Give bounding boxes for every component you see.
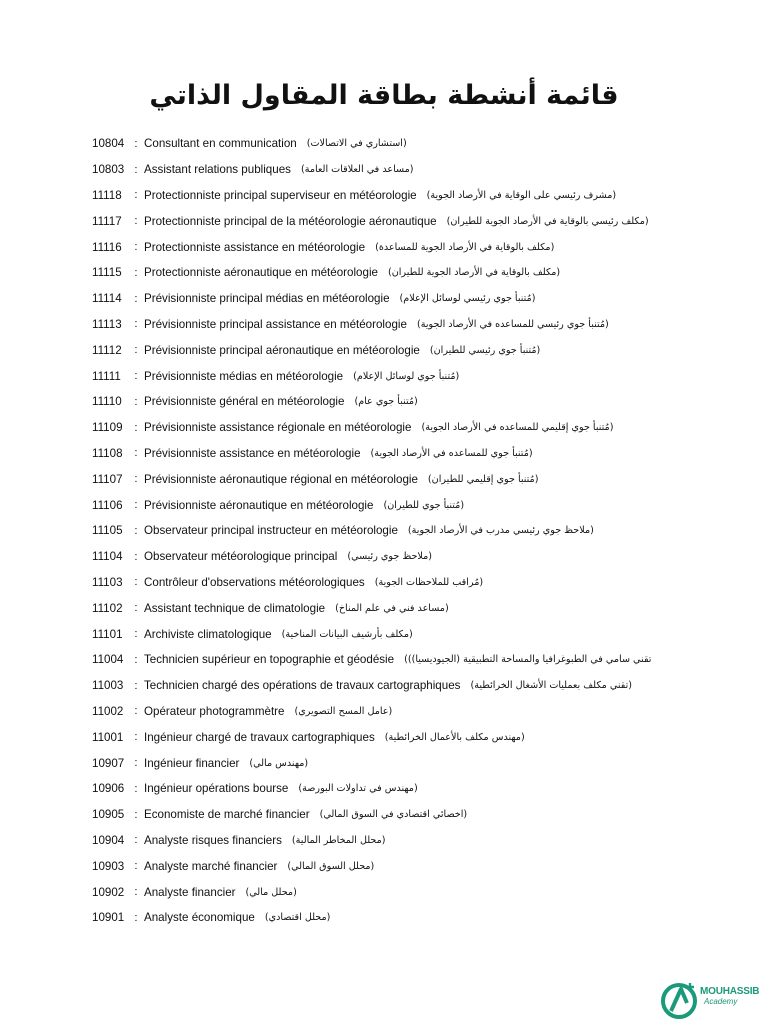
activity-separator: : xyxy=(134,189,138,202)
activity-separator: : xyxy=(134,318,138,331)
activity-label-fr: Prévisionniste aéronautique en météorologie xyxy=(144,498,374,512)
activity-label-ar: (مُتنبأ جوي رئيسي للمساعده في الأرصاد الجوية) xyxy=(416,318,609,330)
activity-label-fr: Ingénieur financier xyxy=(144,756,240,770)
activity-label-fr: Prévisionniste principal assistance en météorologie xyxy=(144,317,407,331)
activity-code: 11113 xyxy=(92,317,122,331)
activity-label-fr: Ingénieur chargé de travaux cartographiques xyxy=(144,730,375,744)
activity-row xyxy=(92,415,752,441)
activity-code: 10905 xyxy=(92,808,125,822)
activity-label-fr: Prévisionniste médias en météorologie xyxy=(144,369,344,383)
activity-label-ar: (محلل المخاطر المالية) xyxy=(291,834,386,846)
activity-separator: : xyxy=(134,782,138,795)
activity-code: 10907 xyxy=(92,756,125,770)
activity-label-fr: Prévisionniste assistance en météorologie xyxy=(144,446,361,460)
activity-code: 10804 xyxy=(92,137,125,151)
activity-row xyxy=(92,621,752,647)
activity-label-ar: (مكلف بالوقاية في الأرصاد الجوية للطيران) xyxy=(387,267,561,279)
activity-code: 11112 xyxy=(92,343,122,357)
activity-separator: : xyxy=(134,679,138,692)
activity-label-fr: Observateur principal instructeur en météorologie xyxy=(144,524,398,538)
activity-label-ar: (تقني مكلف بعمليات الأشغال الخرائطية) xyxy=(470,680,632,692)
activity-separator: : xyxy=(134,421,138,434)
activity-label-ar: (مساعد فني في علم المناخ) xyxy=(335,602,449,614)
activity-code: 10803 xyxy=(92,163,125,177)
activity-label-ar: (ملاحظ جوي رئيسي) xyxy=(347,551,432,563)
activity-label-fr: Observateur météorologique principal xyxy=(144,550,338,564)
activity-code: 11101 xyxy=(92,627,123,641)
activity-code: 11107 xyxy=(92,472,123,486)
activity-label-ar: (مُتنبأ جوي رئيسي للطيران) xyxy=(429,344,541,356)
activity-label-ar: (مساعد في العلاقات العامة) xyxy=(300,164,414,176)
activity-row xyxy=(92,647,752,673)
activity-row xyxy=(92,828,752,854)
activity-label-fr: Opérateur photogrammètre xyxy=(144,704,285,718)
activity-label-fr: Analyste financier xyxy=(144,885,236,899)
activity-label-fr: Contrôleur d'observations météorologiques xyxy=(144,575,365,589)
activity-code: 10904 xyxy=(92,833,125,847)
activity-label-ar: (مُراقب للملاحظات الجوية) xyxy=(374,576,484,588)
activity-label-fr: Prévisionniste général en météorologie xyxy=(144,395,345,409)
activity-label-ar: (استشاري في الاتصالات) xyxy=(306,138,407,150)
activity-label-fr: Technicien supérieur en topographie et géodésie xyxy=(144,653,395,667)
activity-separator: : xyxy=(134,576,138,589)
activity-code: 11106 xyxy=(92,498,123,512)
page-title: قائمة أنشطة بطاقة المقاول الذاتي xyxy=(149,80,619,111)
activity-row xyxy=(92,286,752,312)
activity-row xyxy=(92,466,752,492)
activity-label-fr: Protectionniste principal de la météorologie aéronautique xyxy=(144,214,437,228)
activity-separator: : xyxy=(134,602,138,615)
activity-label-ar: (مُتنبأ جوي إقليمي للمساعده في الأرصاد الجوية) xyxy=(421,422,614,434)
activity-separator: : xyxy=(134,447,138,460)
activity-code: 11116 xyxy=(92,240,122,254)
activity-row xyxy=(92,389,752,415)
activity-label-fr: Archiviste climatologique xyxy=(144,627,272,641)
activity-separator: : xyxy=(134,628,138,641)
activity-code: 11104 xyxy=(92,550,123,564)
activity-separator: : xyxy=(134,292,138,305)
logo-wordmark xyxy=(700,987,759,1006)
activity-separator: : xyxy=(134,705,138,718)
activity-label-ar: (مشرف رئيسي على الوقاية في الأرصاد الجوية) xyxy=(426,189,617,201)
activity-code: 11111 xyxy=(92,369,121,383)
activity-row xyxy=(92,363,752,389)
activity-label-ar: (عامل المسح التصويري) xyxy=(294,705,393,717)
activity-separator: : xyxy=(134,886,138,898)
activity-separator: : xyxy=(134,215,138,228)
activity-row xyxy=(92,337,752,363)
activity-code: 11110 xyxy=(92,395,122,409)
activity-label-fr: Economiste de marché financier xyxy=(144,808,310,822)
activity-row xyxy=(92,879,752,905)
activity-code: 11002 xyxy=(92,704,124,718)
activity-row xyxy=(92,131,752,157)
activity-separator: : xyxy=(134,911,138,924)
activity-label-ar: (مهندس في تداولات البورصة) xyxy=(298,783,418,795)
activity-row xyxy=(92,544,752,570)
activity-separator: : xyxy=(134,757,138,770)
activity-row xyxy=(92,157,752,183)
activity-label-fr: Technicien chargé des opérations de travaux cartographiques xyxy=(144,679,461,693)
activity-label-fr: Analyste risques financiers xyxy=(144,833,282,847)
activity-label-fr: Analyste marché financier xyxy=(144,859,278,873)
activity-label-fr: Ingénieur opérations bourse xyxy=(144,782,289,796)
activity-label-ar: (محلل مالي) xyxy=(245,886,297,898)
activity-separator: : xyxy=(134,550,138,563)
activity-label-ar: (مكلف رئيسي بالوقاية في الأرصاد الجوية للطيران) xyxy=(446,215,649,227)
activity-label-fr: Prévisionniste aéronautique régional en météorologie xyxy=(144,472,418,486)
activity-label-ar: (مُتنبأ جوي عام) xyxy=(354,396,418,408)
activity-label-fr: Prévisionniste assistance régionale en météorologie xyxy=(144,421,412,435)
activity-label-ar: (مُتنبأ جوي إقليمي للطيران) xyxy=(427,473,539,485)
activity-label-ar: (مُتنبأ جوي لوسائل الإعلام) xyxy=(353,370,460,382)
logo-brand-name: MOUHASSIB xyxy=(700,986,760,997)
activity-separator: : xyxy=(134,163,138,176)
activity-separator: : xyxy=(134,499,138,512)
activity-row xyxy=(92,699,752,725)
activity-row xyxy=(92,441,752,467)
activity-separator: : xyxy=(134,266,138,279)
activity-label-fr: Prévisionniste principal aéronautique en météorologie xyxy=(144,343,420,357)
activity-list xyxy=(92,131,752,931)
activity-label-ar: (محلل السوق المالي) xyxy=(287,860,375,872)
logo-tagline: Academy xyxy=(704,997,738,1006)
activity-code: 11004 xyxy=(92,653,124,667)
activity-separator: : xyxy=(134,524,138,537)
activity-code: 10901 xyxy=(92,911,125,925)
activity-separator: : xyxy=(134,731,138,744)
activity-label-fr: Assistant technique de climatologie xyxy=(144,601,326,615)
activity-separator: : xyxy=(134,241,138,254)
activity-code: 11105 xyxy=(92,524,123,538)
activity-label-fr: Protectionniste aéronautique en météorologie xyxy=(144,266,378,280)
activity-label-fr: Analyste économique xyxy=(144,911,255,925)
activity-label-ar: (مهندس مالي) xyxy=(249,757,309,769)
activity-row xyxy=(92,673,752,699)
activity-code: 11109 xyxy=(92,421,123,435)
activity-label-ar: (مُتنبأ جوي للطيران) xyxy=(383,499,465,511)
activity-code: 11118 xyxy=(92,188,122,202)
activity-separator: : xyxy=(134,834,138,847)
activity-separator: : xyxy=(134,473,138,486)
activity-row xyxy=(92,853,752,879)
activity-row xyxy=(92,776,752,802)
activity-code: 11001 xyxy=(92,730,124,744)
activity-row xyxy=(92,724,752,750)
activity-separator: : xyxy=(134,395,138,408)
activity-code: 11115 xyxy=(92,266,122,280)
activity-label-ar: (مكلف بأرشيف البيانات المناخية) xyxy=(281,628,413,640)
activity-row xyxy=(92,183,752,209)
activity-row xyxy=(92,595,752,621)
activity-separator: : xyxy=(134,370,138,383)
activity-code: 11114 xyxy=(92,292,122,306)
activity-label-fr: Prévisionniste principal médias en météorologie xyxy=(144,292,390,306)
activity-separator: : xyxy=(134,653,138,666)
activity-separator: : xyxy=(134,808,138,821)
activity-code: 10906 xyxy=(92,782,125,796)
activity-label-ar: (مكلف بالوقاية في الأرصاد الجوية للمساعدة) xyxy=(375,241,555,253)
activity-row xyxy=(92,750,752,776)
activity-label-ar: (اخصائي اقتصادي في السوق المالي) xyxy=(319,809,468,821)
activity-row xyxy=(92,312,752,338)
activity-code: 11108 xyxy=(92,446,123,460)
activity-row xyxy=(92,208,752,234)
activity-label-ar: (مُتنبأ جوي للمساعده في الأرصاد الجوية) xyxy=(370,447,533,459)
activity-label-ar: ((تقني سامي في الطبوغرافيا والمساحة التطبيقية (الجيوديسيا) xyxy=(404,654,652,666)
activity-label-ar: (مهندس مكلف بالأعمال الخرائطية) xyxy=(384,731,525,743)
activity-code: 11102 xyxy=(92,601,123,615)
activity-row xyxy=(92,802,752,828)
activity-row xyxy=(92,905,752,931)
activity-label-fr: Protectionniste assistance en météorologie xyxy=(144,240,366,254)
activity-row xyxy=(92,234,752,260)
activity-separator: : xyxy=(134,344,138,357)
activity-label-ar: (مُتنبأ جوي رئيسي لوسائل الإعلام) xyxy=(399,293,536,305)
activity-label-fr: Protectionniste principal superviseur en météorologie xyxy=(144,188,417,202)
activity-row xyxy=(92,518,752,544)
activity-row xyxy=(92,492,752,518)
activity-separator: : xyxy=(134,860,138,873)
activity-code: 11003 xyxy=(92,679,124,693)
activity-label-ar: (محلل اقتصادي) xyxy=(264,912,331,924)
activity-row xyxy=(92,260,752,286)
activity-separator: : xyxy=(134,137,138,150)
activity-code: 11103 xyxy=(92,575,123,589)
activity-label-ar: (ملاحظ جوي رئيسي مدرب في الأرصاد الجوية) xyxy=(407,525,594,537)
activity-code: 10902 xyxy=(92,885,125,899)
activity-row xyxy=(92,570,752,596)
activity-label-fr: Consultant en communication xyxy=(144,137,297,151)
activity-label-fr: Assistant relations publiques xyxy=(144,163,291,177)
activity-code: 11117 xyxy=(92,214,122,228)
activity-code: 10903 xyxy=(92,859,125,873)
